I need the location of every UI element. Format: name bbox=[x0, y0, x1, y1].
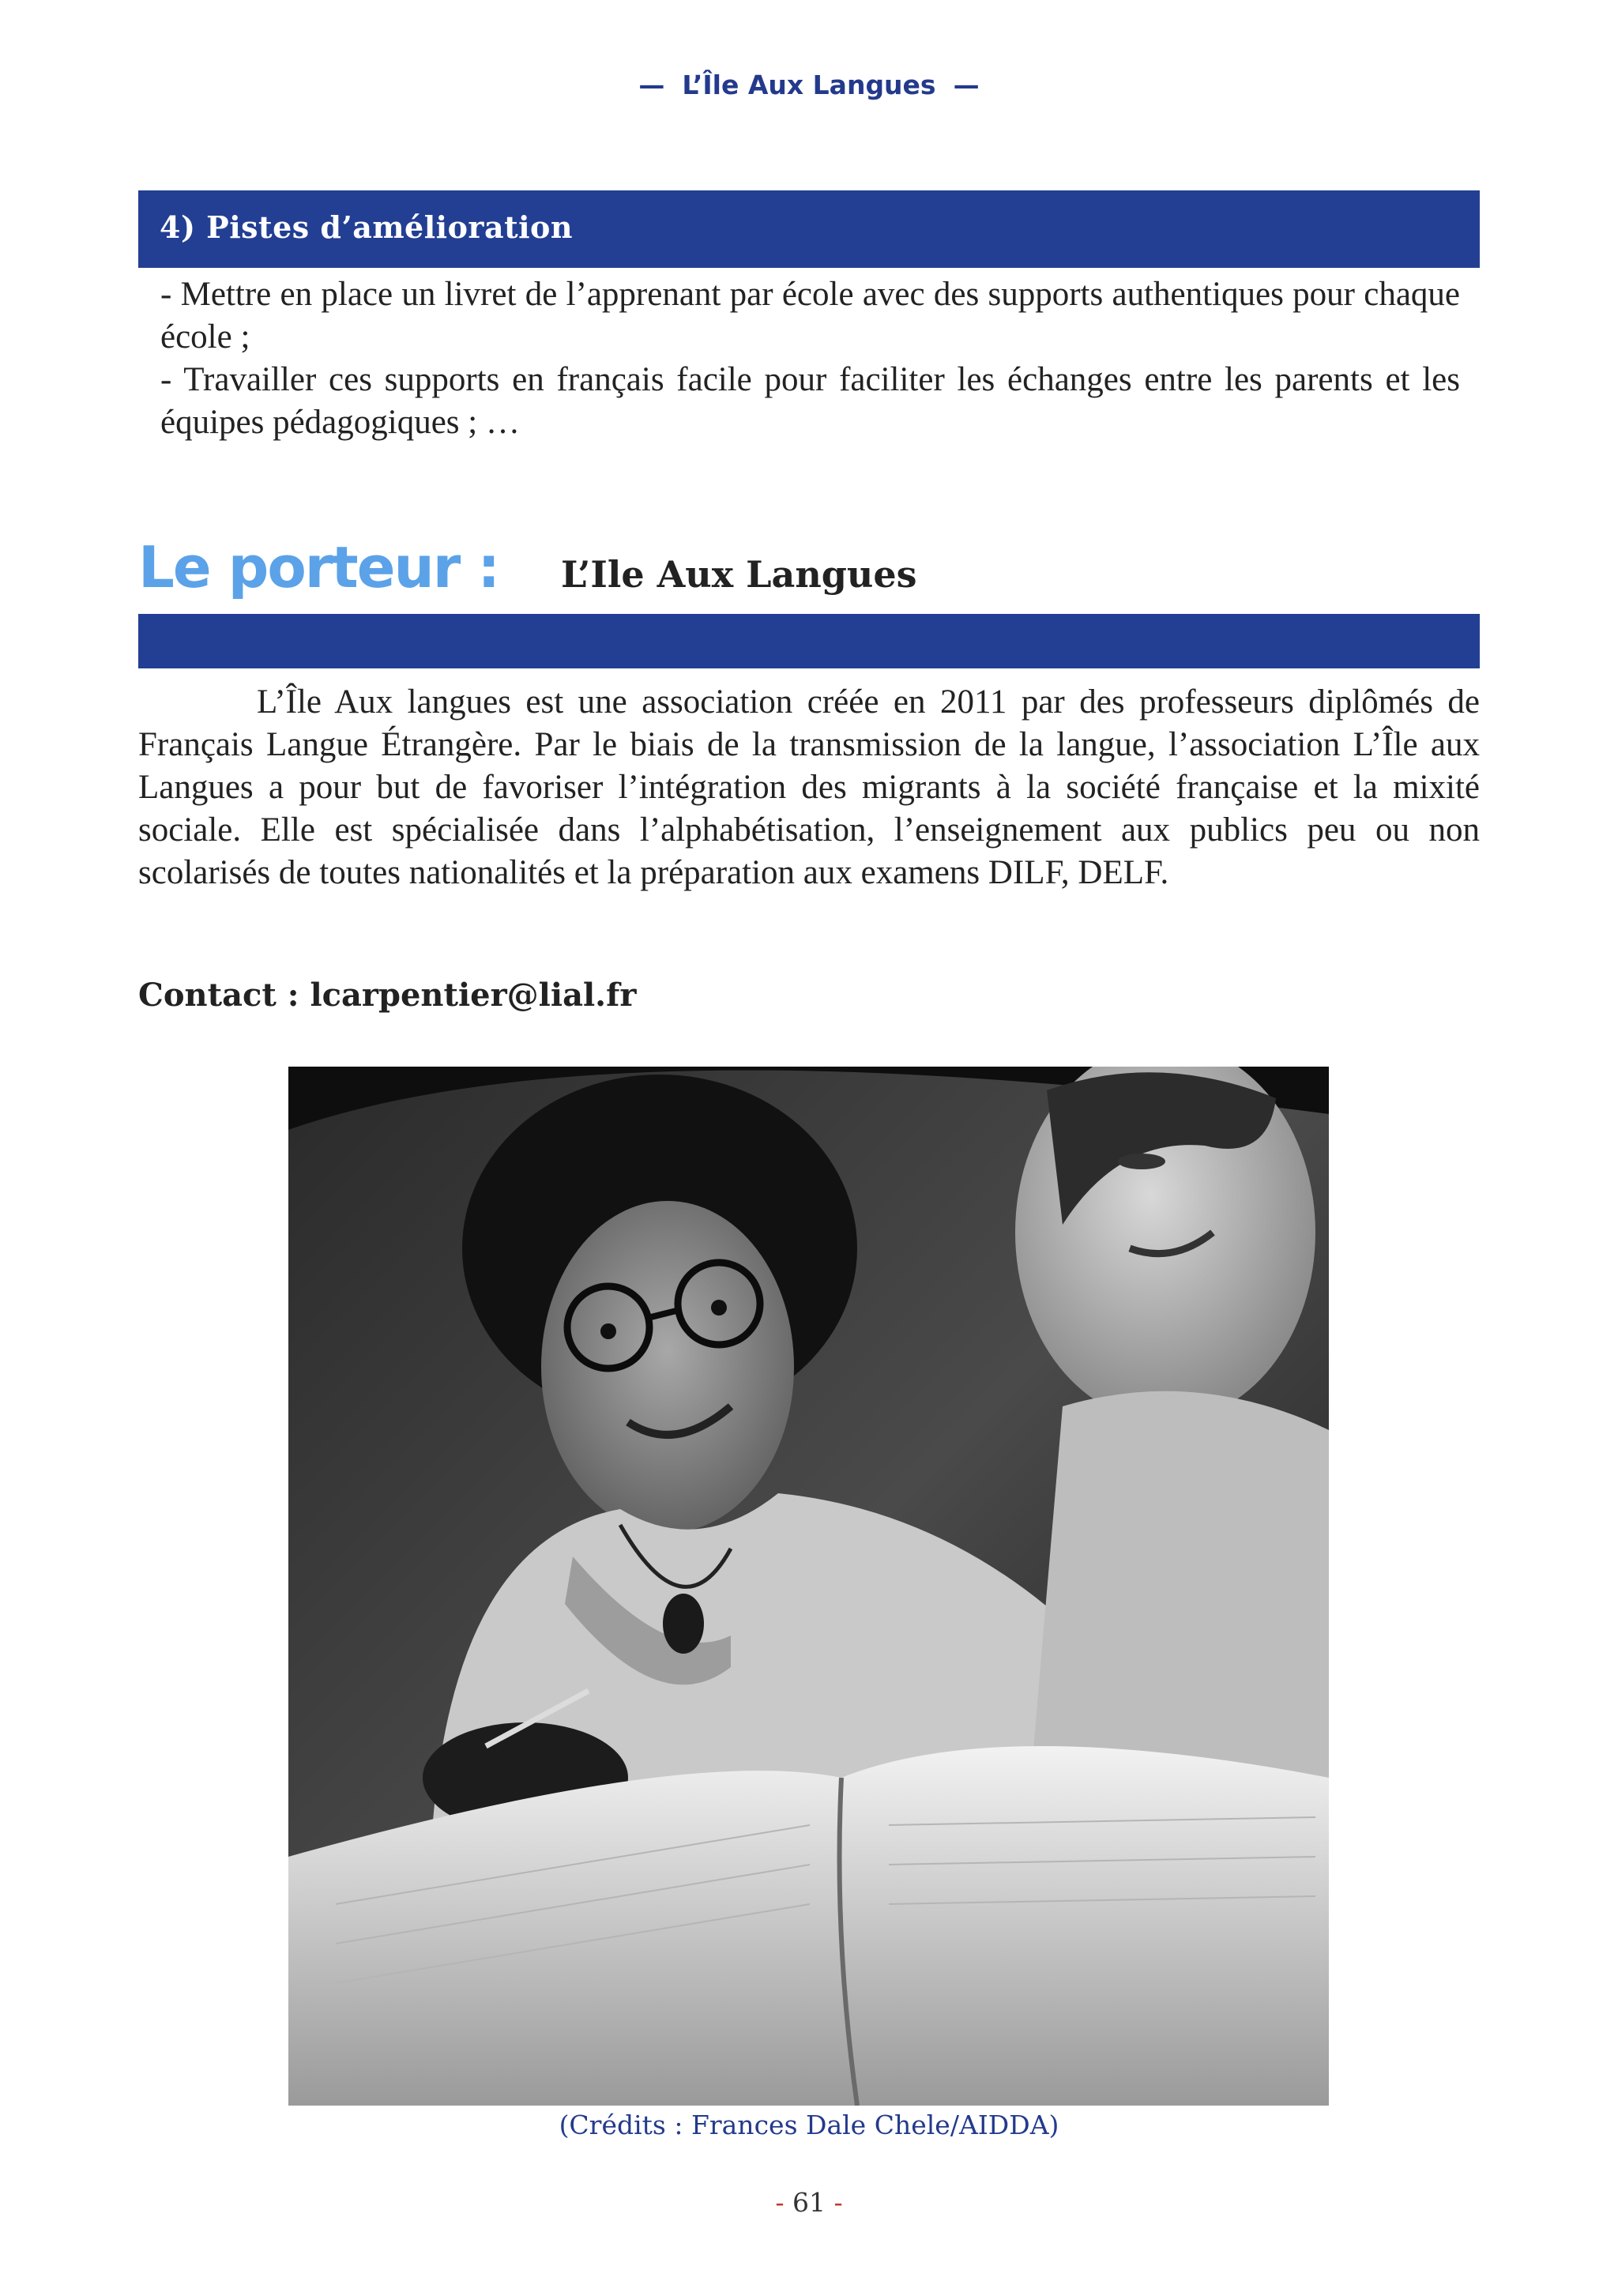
porteur-description bbox=[138, 681, 1480, 894]
list-item: - Mettre en place un livret de l’apprenant par école avec des supports authentiques pour chaque école ; bbox=[160, 276, 1460, 356]
porteur-divider-bar bbox=[138, 614, 1480, 668]
photo-illustration bbox=[288, 1067, 1329, 2106]
photo-caption: (Crédits : Frances Dale Chele/AIDDA) bbox=[559, 2110, 1059, 2140]
section-heading-bar bbox=[138, 190, 1480, 268]
porteur-name: L’Ile Aux Langues bbox=[561, 553, 917, 596]
running-header bbox=[0, 70, 1618, 100]
page-number-dash-right: - bbox=[833, 2187, 843, 2218]
improvement-list bbox=[160, 273, 1460, 444]
header-dash-left: — bbox=[638, 70, 665, 100]
header-title: L’Île Aux Langues bbox=[682, 70, 936, 100]
list-item: - Travailler ces supports en français facile pour faciliter les échanges entre les parents et les équipes pédagogiques ; … bbox=[160, 361, 1460, 441]
section-heading: 4) Pistes d’amélioration bbox=[160, 209, 574, 245]
description-paragraph: L’Île Aux langues est une association créée en 2011 par des professeurs diplômés de Français Langue Étrangère. Par le biais de la transmission de la langue, l’association L’Île aux Langues a pour but de favoriser l’intégration des migrants à la société française et la mixité sociale. Elle est spécialisée dans l’alphabétisation, l’enseignement aux publics peu ou non scolarisés de toutes nationalités et la préparation aux examens DILF, DELF. bbox=[138, 683, 1480, 891]
page-number-value: 61 bbox=[792, 2187, 826, 2218]
page-number bbox=[0, 2187, 1618, 2218]
contact-line: Contact : lcarpentier@lial.fr bbox=[138, 977, 637, 1014]
photo bbox=[288, 1067, 1329, 2106]
header-dash-right: — bbox=[953, 70, 980, 100]
page-number-dash-left: - bbox=[775, 2187, 785, 2218]
porteur-label: Le porteur : bbox=[138, 534, 499, 600]
